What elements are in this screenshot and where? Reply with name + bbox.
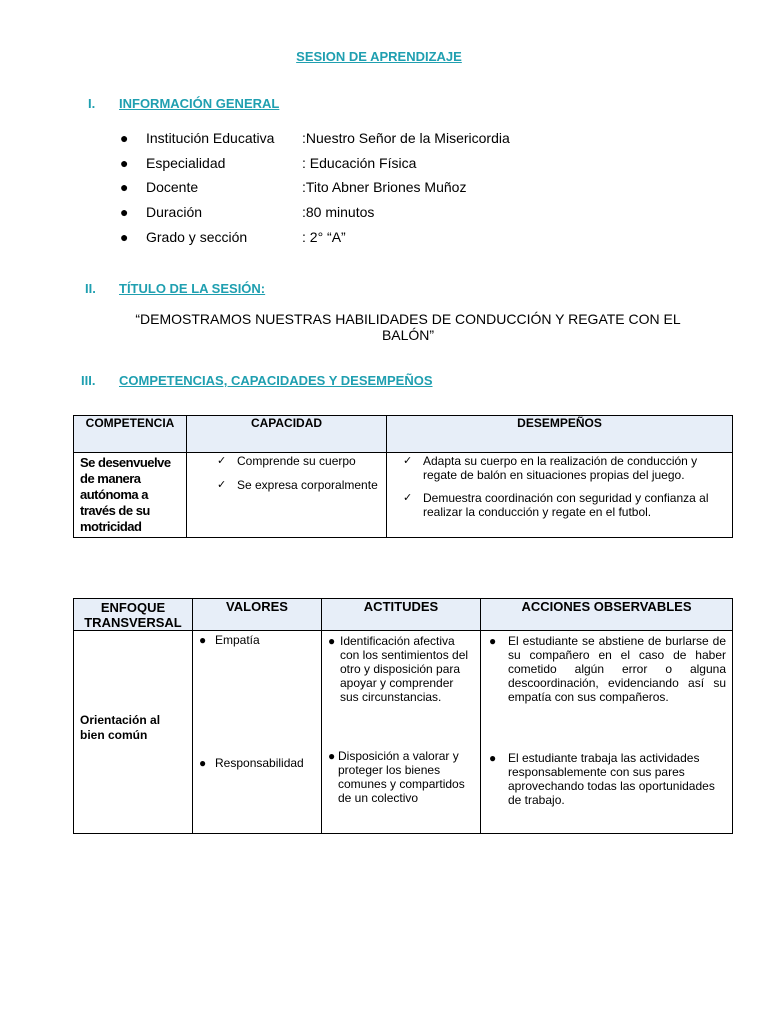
disc-bullet-icon: ● — [120, 204, 129, 221]
info-label: Institución Educativa — [146, 130, 275, 147]
valor-item — [199, 633, 260, 647]
info-value: : Educación Física — [302, 154, 417, 171]
checkmark-icon: ✓ — [217, 479, 227, 491]
header-actitudes: ACTITUDES — [322, 599, 481, 631]
actitud-item — [328, 749, 474, 805]
info-label: Especialidad — [146, 154, 226, 171]
document-title: SESION DE APRENDIZAJE — [296, 49, 462, 64]
accion-text: El estudiante trabaja las actividades responsablemente con sus pares aprovechando todas las oportunidades de trabajo. — [508, 751, 715, 807]
info-label: Duración — [146, 204, 203, 221]
disc-bullet-icon: ● — [120, 154, 129, 171]
header-acciones: ACCIONES OBSERVABLES — [481, 599, 733, 631]
info-value: :Nuestro Señor de la Misericordia — [302, 130, 510, 147]
info-row-docente — [120, 175, 510, 200]
disc-bullet-icon: ● — [328, 634, 336, 648]
capacidad-item — [217, 478, 382, 492]
competencia-text: Se desenvuelve de manera autónoma a través de su motricidad — [80, 455, 171, 534]
header-valores: VALORES — [193, 599, 322, 631]
section-1-number: I. — [88, 96, 96, 111]
competencias-table — [73, 415, 733, 538]
actitud-text: Disposición a valorar y proteger los bienes comunes y compartidos de un colectivo — [338, 749, 465, 805]
enfoque-table — [73, 598, 733, 834]
header-capacidad: CAPACIDAD — [187, 416, 387, 453]
valor-item — [199, 756, 304, 770]
accion-text: El estudiante se abstiene de burlarse de su compañero en el caso de haber cometido algún error o alguna descoordinación, evidenciando así su empatía con sus compañeros. — [508, 634, 726, 704]
disc-bullet-icon: ● — [489, 634, 497, 648]
disc-bullet-icon: ● — [120, 228, 129, 245]
info-value: :Tito Abner Briones Muñoz — [302, 179, 467, 196]
info-row-duracion — [120, 200, 510, 225]
checkmark-icon: ✓ — [403, 455, 413, 467]
section-2-number: II. — [85, 281, 96, 296]
actitud-text: Identificación afectiva con los sentimientos del otro y disposición para apoyar y comprender sus circunstancias. — [340, 634, 469, 704]
actitudes-cell — [322, 631, 481, 834]
section-2-heading: TÍTULO DE LA SESIÓN: — [119, 281, 266, 296]
actitud-item — [328, 634, 474, 704]
capacidad-text: Comprende su cuerpo — [237, 454, 356, 468]
header-competencia: COMPETENCIA — [74, 416, 187, 453]
valores-cell — [193, 631, 322, 834]
valor-text: Empatía — [215, 633, 260, 647]
header-desempenos: DESEMPEÑOS — [387, 416, 733, 453]
section-3-number: III. — [81, 373, 96, 388]
enfoque-text: Orientación al bien común — [80, 713, 161, 742]
info-value: :80 minutos — [302, 204, 375, 221]
info-row-institucion — [120, 126, 510, 151]
desempeno-item — [403, 491, 728, 519]
session-title: “DEMOSTRAMOS NUESTRAS HABILIDADES DE CONDUCCIÓN Y REGATE CON EL BALÓN” — [135, 311, 681, 343]
disc-bullet-icon: ● — [199, 756, 207, 770]
capacidad-item — [217, 454, 382, 468]
checkmark-icon: ✓ — [403, 492, 413, 504]
accion-item — [489, 751, 726, 807]
info-row-grado — [120, 224, 510, 249]
general-info-list — [120, 126, 510, 249]
disc-bullet-icon: ● — [199, 633, 207, 647]
info-label: Grado y sección — [146, 228, 248, 245]
competencia-cell — [74, 453, 187, 538]
desempeno-item — [403, 454, 728, 482]
info-value: : 2° “A” — [302, 228, 346, 245]
disc-bullet-icon: ● — [120, 179, 129, 196]
info-row-especialidad — [120, 151, 510, 176]
desempeno-text: Adapta su cuerpo en la realización de conducción y regate de balón en situaciones propias del juego. — [423, 454, 698, 482]
header-enfoque: ENFOQUE TRANSVERSAL — [74, 599, 193, 631]
section-1-heading: INFORMACIÓN GENERAL — [119, 96, 280, 111]
acciones-cell — [481, 631, 733, 834]
capacidad-cell — [187, 453, 387, 538]
valor-text: Responsabilidad — [215, 756, 304, 770]
accion-item — [489, 634, 726, 704]
disc-bullet-icon: ● — [328, 749, 336, 763]
section-3-heading: COMPETENCIAS, CAPACIDADES Y DESEMPEÑOS — [119, 373, 433, 388]
capacidad-text: Se expresa corporalmente — [237, 478, 378, 492]
desempeno-text: Demuestra coordinación con seguridad y confianza al realizar la conducción y regate en el futbol. — [423, 491, 709, 519]
desempenos-cell — [387, 453, 733, 538]
checkmark-icon: ✓ — [217, 455, 227, 467]
info-label: Docente — [146, 179, 199, 196]
disc-bullet-icon: ● — [489, 751, 497, 765]
disc-bullet-icon: ● — [120, 130, 129, 147]
enfoque-cell — [74, 631, 193, 834]
